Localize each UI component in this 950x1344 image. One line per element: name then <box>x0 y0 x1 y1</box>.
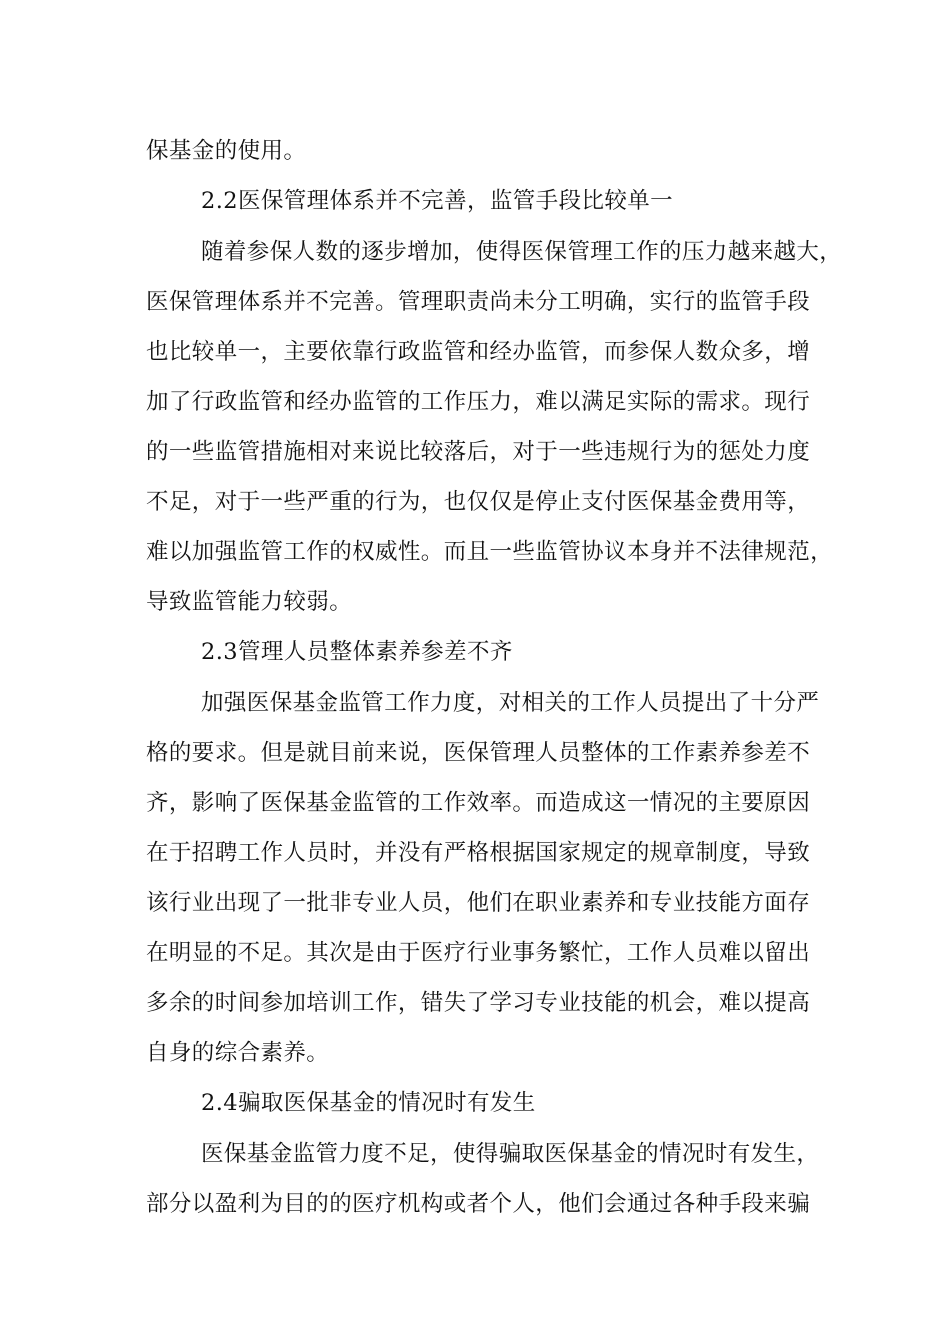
text-line: 在于招聘工作人员时，并没有严格根据国家规定的规章制度，导致 <box>146 840 811 866</box>
text-line: 格的要求。但是就目前来说，医保管理人员整体的工作素养参差不 <box>146 740 811 766</box>
text-line: 的一些监管措施相对来说比较落后，对于一些违规行为的惩处力度 <box>146 439 811 465</box>
text-line: 加了行政监管和经办监管的工作压力，难以满足实际的需求。现行 <box>146 389 811 415</box>
text-line: 不足，对于一些严重的行为，也仅仅是停止支付医保基金费用等， <box>146 489 811 515</box>
text-line: 该行业出现了一批非专业人员，他们在职业素养和专业技能方面存 <box>146 890 811 916</box>
text-line: 部分以盈利为目的的医疗机构或者个人，他们会通过各种手段来骗 <box>146 1191 811 1217</box>
text-line: 医保基金监管力度不足，使得骗取医保基金的情况时有发生， <box>201 1141 820 1167</box>
text-line: 导致监管能力较弱。 <box>146 589 353 615</box>
text-line: 难以加强监管工作的权威性。而且一些监管协议本身并不法律规范， <box>146 539 834 565</box>
section-heading-2-4: 2.4骗取医保基金的情况时有发生 <box>201 1090 536 1116</box>
text-line: 随着参保人数的逐步增加，使得医保管理工作的压力越来越大， <box>201 239 843 265</box>
text-line: 医保管理体系并不完善。管理职责尚未分工明确，实行的监管手段 <box>146 289 811 315</box>
section-heading-2-3: 2.3管理人员整体素养参差不齐 <box>201 639 513 665</box>
text-line: 在明显的不足。其次是由于医疗行业事务繁忙，工作人员难以留出 <box>146 940 811 966</box>
section-heading-2-2: 2.2医保管理体系并不完善，监管手段比较单一 <box>201 188 674 214</box>
text-line: 保基金的使用。 <box>146 138 307 164</box>
text-line: 自身的综合素养。 <box>146 1040 330 1066</box>
text-line: 也比较单一，主要依靠行政监管和经办监管，而参保人数众多，增 <box>146 339 811 365</box>
text-line: 齐，影响了医保基金监管的工作效率。而造成这一情况的主要原因 <box>146 790 811 816</box>
text-line: 加强医保基金监管工作力度，对相关的工作人员提出了十分严 <box>201 690 820 716</box>
text-line: 多余的时间参加培训工作，错失了学习专业技能的机会，难以提高 <box>146 990 811 1016</box>
